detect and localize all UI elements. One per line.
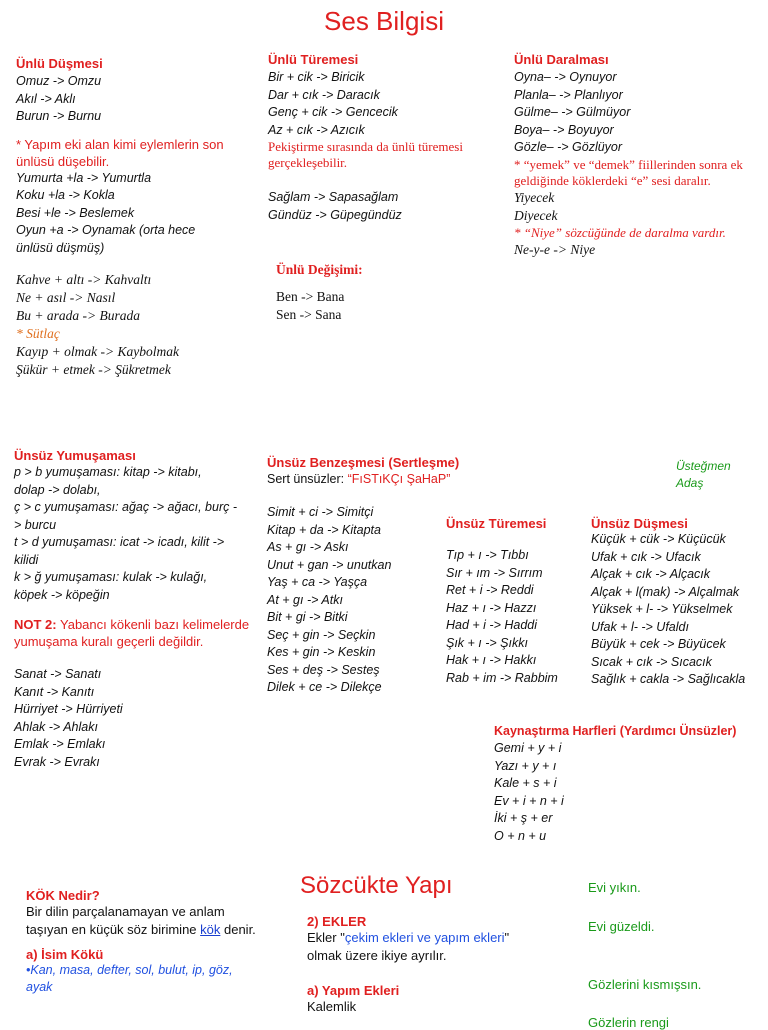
author-rank: Üsteğmen [676, 459, 731, 473]
list-item: Sen -> Sana [276, 307, 342, 322]
list-item: Yumurta +la -> Yumurtla [16, 170, 152, 185]
list-item: Sağlık + cakla -> Sağlıcakla [591, 672, 746, 686]
list-item: Hak + ı -> Hakkı [446, 653, 537, 667]
list-item: Şık + ı -> Şıkkı [446, 635, 528, 650]
list-item: Diyecek [514, 207, 558, 223]
list-item: Yaş + ca -> Yaşça [267, 575, 368, 589]
list-item: Kalemlik [307, 999, 357, 1014]
author [676, 458, 731, 492]
not-label: NOT 2: [14, 617, 57, 632]
kok-text2: denir. [220, 922, 256, 937]
list-item: Kayıp + olmak -> Kaybolmak [16, 344, 179, 359]
list-item: Kale + s + i [494, 776, 557, 790]
unsuz-yumusamasi-heading: Ünsüz Yumuşaması [14, 448, 136, 463]
sert-unsuzler [267, 472, 467, 486]
kok-definition [26, 903, 262, 939]
ekler-text [307, 929, 547, 965]
list-item: Besi +le -> Beslemek [16, 205, 135, 220]
list-item: Tıp + ı -> Tıbbı [446, 548, 529, 562]
list-item: Burun -> Burnu [16, 109, 102, 123]
list-item: Omuz -> Omzu [16, 74, 102, 88]
unlu-daralmasi-section [514, 52, 764, 259]
list-item: Ret + i -> Reddi [446, 583, 534, 597]
list-item: Gülme– -> Gülmüyor [514, 105, 631, 119]
list-item: Bit + gi -> Bitki [267, 610, 348, 624]
sozcukte-yapi-title: Sözcükte Yapı [300, 872, 453, 899]
unsuz-dusmesi-section [591, 516, 763, 689]
list-item: Şükür + etmek -> Şükretmek [16, 362, 171, 377]
list-item: Genç + cik -> Gencecik [268, 105, 398, 119]
page-title: Ses Bilgisi [324, 6, 444, 36]
list-item: Gözle– -> Gözlüyor [514, 140, 623, 154]
list-item: Kanıt -> Kanıtı [14, 684, 95, 699]
list-item: Kitap + da -> Kitapta [267, 522, 381, 537]
unlu-degisimi-heading: Ünlü Değişimi: [276, 262, 363, 277]
list-item: Ahlak -> Ahlakı [14, 719, 98, 734]
unsuz-benzesmesi-heading: Ünsüz Benzeşmesi (Sertleşme) [267, 455, 460, 470]
list-item: Ne + asıl -> Nasıl [16, 290, 116, 305]
example-4: Gözlerin rengi [588, 1015, 669, 1030]
list-item: Yüksek + l- -> Yükselmek [591, 602, 733, 616]
list-item: dolap -> dolabı, [14, 482, 101, 497]
unlu-turemesi-section [268, 52, 504, 224]
list-item: k > ğ yumuşaması: kulak -> kulağı, [14, 570, 208, 584]
list-item: Bu + arada -> Burada [16, 308, 140, 323]
kok-heading: KÖK Nedir? [26, 888, 100, 903]
list-item: Oyun +a -> Oynamak (orta hece [16, 223, 196, 237]
list-item: Rab + im -> Rabbim [446, 670, 558, 685]
kok-text: Bir dilin parçalanamayan ve anlam taşıyan en küçük söz birimine [26, 904, 225, 937]
list-item: Ufak + cık -> Ufacık [591, 549, 701, 564]
list-item: Oyna– -> Oynuyor [514, 70, 617, 84]
ekler-section [307, 914, 547, 1016]
list-item: Alçak + cık -> Alçacık [591, 567, 711, 581]
unsuz-dusmesi-heading: Ünsüz Düşmesi [591, 516, 688, 531]
list-item: Hürriyet -> Hürriyeti [14, 702, 123, 716]
ekler-heading: 2) EKLER [307, 914, 367, 929]
list-item: Haz + ı -> Hazzı [446, 600, 537, 615]
list-item: As + gı -> Askı [267, 540, 349, 554]
list-item: p > b yumuşaması: kitap -> kitabı, [14, 465, 202, 479]
list-item: Sağlam -> Sapasağlam [268, 190, 399, 204]
list-item: Kahve + altı -> Kahvaltı [16, 272, 152, 287]
ekler-link: çekim ekleri ve yapım ekleri [344, 930, 505, 945]
example-1: Evi yıkın. [588, 880, 641, 895]
list-item: O + n + u [494, 828, 547, 843]
list-item: Seç + gin -> Seçkin [267, 627, 376, 642]
list-item: Planla– -> Planlıyor [514, 87, 623, 102]
isim-koku-items: •Kan, masa, defter, sol, bulut, ip, göz, ayak [26, 963, 233, 994]
list-item: Evrak -> Evrakı [14, 754, 100, 769]
kok-link[interactable]: kök [200, 922, 221, 937]
list-item: Sanat -> Sanatı [14, 667, 102, 681]
list-item: Gündüz -> Güpegündüz [268, 207, 402, 222]
list-item: Simit + ci -> Simitçi [267, 505, 374, 519]
unsuz-yumusamasi-section [14, 448, 254, 771]
ekler-text-1: Ekler " [307, 930, 345, 945]
list-item: Boya– -> Boyuyor [514, 122, 614, 137]
example-2: Evi güzeldi. [588, 919, 655, 934]
list-item: Bir + cik -> Biricik [268, 70, 365, 84]
example-3: Gözlerini kısmışsın. [588, 977, 702, 992]
list-item: Sıcak + cık -> Sıcacık [591, 654, 712, 669]
list-item: Sır + ım -> Sırrım [446, 565, 543, 580]
not-text: Yabancı kökenli bazı kelimelerde yumuşama kuralı geçerli değildir. [14, 617, 250, 649]
list-item: ünlüsü düşmüş) [16, 240, 105, 255]
sert-unsuzler-label: Sert ünsüzler: [267, 472, 348, 486]
unlu-dusmesi-note: * Yapım eki alan kimi eylemlerin son ünlüsü düşebilir. [16, 136, 224, 169]
list-item: Ben -> Bana [276, 289, 345, 304]
list-item: kilidi [14, 552, 39, 567]
list-item: Alçak + l(mak) -> Alçalmak [591, 584, 740, 599]
list-item: At + gı -> Atkı [267, 592, 343, 607]
list-item: Had + i -> Haddi [446, 618, 538, 632]
list-item: Yiyecek [514, 189, 555, 205]
unlu-dusmesi-section [16, 56, 252, 379]
list-item: İki + ş + er [494, 811, 553, 825]
list-item: ç > c yumuşaması: ağaç -> ağacı, burç - [14, 500, 238, 514]
kaynastirma-heading: Kaynaştırma Harfleri (Yardımcı Ünsüzler) [494, 724, 737, 738]
unlu-degisimi-section [276, 262, 496, 324]
list-item: Koku +la -> Kokla [16, 188, 115, 202]
list-item: > burcu [14, 517, 57, 532]
unsuz-turemesi-heading: Ünsüz Türemesi [446, 516, 547, 531]
unsuz-turemesi-section [446, 516, 586, 687]
list-item: köpek -> köpeğin [14, 587, 110, 602]
unlu-daralmasi-note2: * “Niye” sözcüğünde de daralma vardır. [514, 224, 726, 240]
list-item: Az + cık -> Azıcık [268, 122, 365, 137]
author-name: Adaş [676, 476, 704, 490]
ekler-text-2: " olmak üzere ikiye ayrılır. [307, 930, 510, 963]
list-item: Dilek + ce -> Dilekçe [267, 680, 382, 694]
unlu-turemesi-note: Pekiştirme sırasında da ünlü türemesi gerçekleşebilir. [268, 139, 463, 170]
list-item: Ses + deş -> Sesteş [267, 662, 380, 677]
list-item: t > d yumuşaması: icat -> icadı, kilit -> [14, 535, 225, 549]
unlu-daralmasi-heading: Ünlü Daralması [514, 52, 609, 67]
unlu-turemesi-heading: Ünlü Türemesi [268, 52, 359, 67]
list-item: Yazı + y + ı [494, 758, 557, 773]
list-item: Akıl -> Aklı [16, 91, 76, 106]
isim-koku-heading: a) İsim Kökü [26, 947, 104, 962]
list-item: Ufak + l- -> Ufaldı [591, 619, 689, 634]
list-item: Büyük + cek -> Büyücek [591, 637, 726, 651]
list-item: Ev + i + n + i [494, 793, 564, 808]
unlu-dusmesi-heading: Ünlü Düşmesi [16, 56, 103, 71]
yapim-ekleri-heading: a) Yapım Ekleri [307, 983, 400, 998]
list-item: Dar + cık -> Daracık [268, 87, 380, 102]
orange-note: * Sütlaç [16, 326, 60, 341]
unsuz-benzesmesi-section [267, 455, 467, 697]
kaynastirma-section [494, 724, 764, 845]
list-item: Küçük + cük -> Küçücük [591, 532, 726, 546]
list-item: Gemi + y + i [494, 741, 562, 755]
list-item: Emlak -> Emlakı [14, 737, 106, 751]
list-item: Unut + gan -> unutkan [267, 557, 392, 572]
sert-unsuzler-value: “FıSTıKÇı ŞaHaP” [347, 472, 451, 486]
unsuz-yumusamasi-not [14, 616, 254, 650]
unlu-daralmasi-note: * “yemek” ve “demek” fiillerinden sonra ek geldiğinde köklerdeki “e” sesi daralır. [514, 156, 743, 188]
list-item: Ne-y-e -> Niye [514, 241, 596, 257]
kok-section [26, 888, 262, 996]
list-item: Kes + gin -> Keskin [267, 645, 376, 659]
